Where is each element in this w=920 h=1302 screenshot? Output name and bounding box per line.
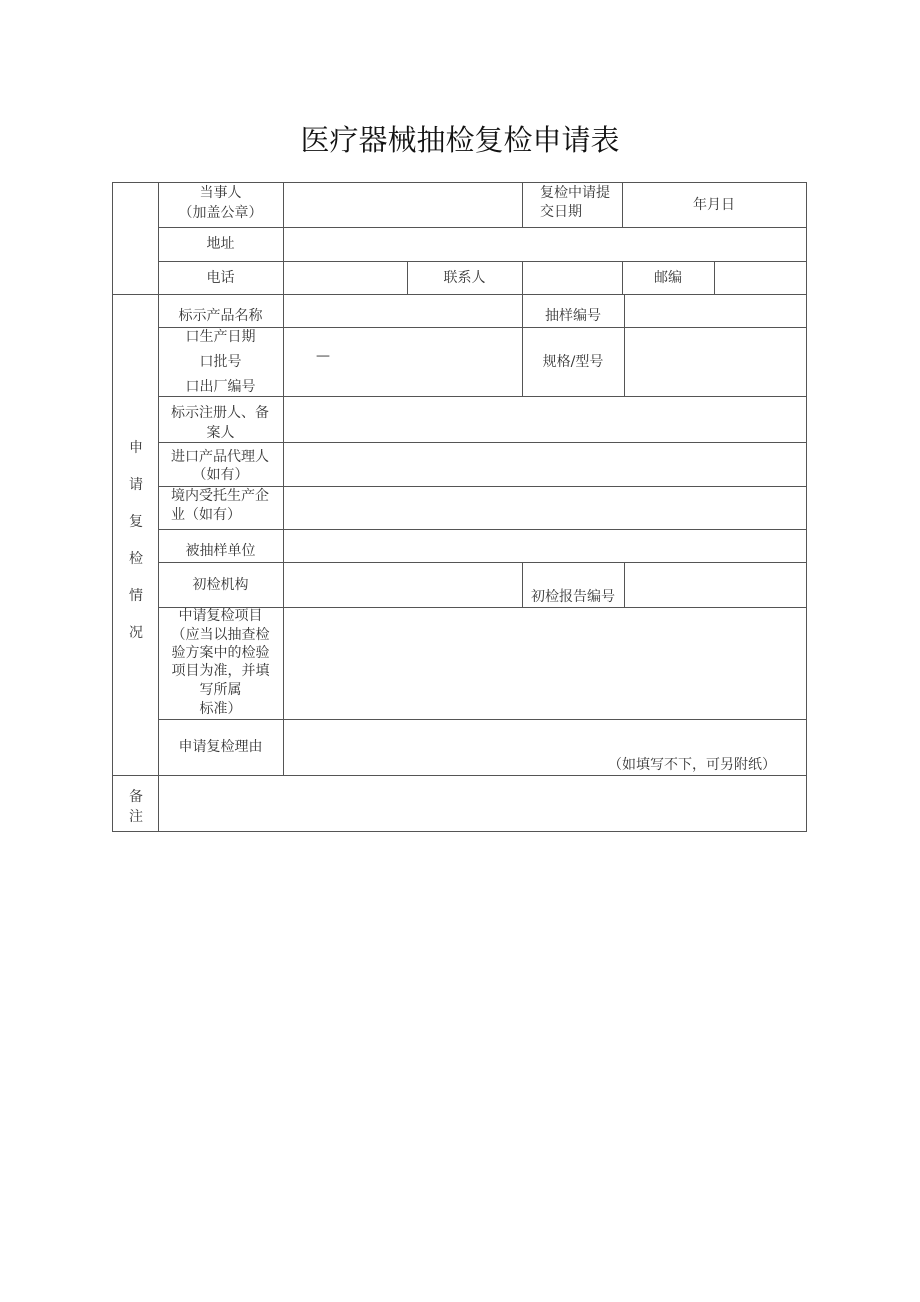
table-rule: [158, 719, 806, 720]
section-label-apply-recheck: [126, 437, 146, 659]
table-rule: [112, 182, 113, 832]
table-rule: [624, 562, 625, 608]
table-rule: [806, 182, 807, 832]
sampled-unit-label: 被抽样单位: [185, 543, 256, 559]
import-agent-label: 进口产品代理人: [171, 449, 269, 465]
remarks-label-char: 备: [129, 789, 143, 805]
postcode-label: 邮编: [654, 270, 682, 286]
recheck-items-note: （应当以抽查检: [171, 627, 270, 643]
attach-paper-note: （如填写不下，可另附纸）: [608, 757, 776, 773]
recheck-items-note: 验方案中的检验: [171, 645, 270, 661]
dash-mark: —: [316, 348, 330, 364]
submit-date-label: 复检中请提: [540, 185, 610, 201]
section-label-char: 请: [129, 477, 143, 493]
recheck-items-note: 标准）: [199, 701, 242, 717]
party-label: 当事人: [199, 185, 242, 201]
table-rule: [522, 261, 523, 295]
production-date-option: 口生产日期: [185, 329, 256, 345]
table-rule: [158, 529, 806, 530]
contact-label: 联系人: [443, 270, 486, 286]
table-rule: [112, 294, 806, 295]
serial-no-option: 口出厂编号: [185, 379, 256, 395]
phone-label: 电话: [206, 270, 235, 286]
table-rule: [158, 562, 806, 563]
registrant-label: 标示注册人、备: [171, 405, 269, 421]
section-label-char: 检: [129, 551, 143, 567]
section-label-char: 复: [129, 514, 143, 530]
batch-no-option: 口批号: [199, 354, 242, 370]
recheck-items-note: 项目为准，并填: [171, 663, 270, 679]
product-name-label: 标示产品名称: [178, 308, 263, 324]
remarks-label-char: 注: [129, 809, 143, 825]
spec-model-label: 规格/型号: [542, 354, 604, 370]
table-rule: [714, 261, 715, 295]
recheck-items-label: 中请复检项目: [178, 608, 263, 624]
table-rule: [522, 182, 523, 228]
contract-manufacturer-label: 境内受托生产企: [171, 488, 269, 504]
table-rule: [158, 227, 806, 228]
section-label-char: 申: [129, 440, 143, 456]
date-value: 年月日: [693, 197, 735, 213]
table-rule: [112, 182, 806, 183]
sample-no-label: 抽样编号: [545, 308, 601, 324]
section-label-char: 情: [129, 588, 143, 604]
table-rule: [112, 775, 806, 776]
registrant-label-cont: 案人: [206, 425, 235, 441]
contract-manufacturer-note: 业（如有）: [171, 507, 241, 523]
table-rule: [624, 294, 625, 397]
table-rule: [283, 182, 284, 776]
table-rule: [158, 261, 806, 262]
recheck-items-note: 写所属: [199, 682, 242, 698]
recheck-reason-label: 申请复检理由: [178, 739, 263, 755]
address-label: 地址: [206, 236, 235, 252]
party-seal-note: （加盖公章）: [178, 205, 263, 221]
import-agent-note: （如有）: [192, 467, 249, 483]
initial-report-no-label: 初检报告编号: [531, 589, 615, 605]
initial-org-label: 初检机构: [192, 577, 249, 593]
section-label-char: 况: [129, 625, 143, 641]
page-title: 医疗器械抽检复检申请表: [300, 123, 620, 157]
remarks-label: [126, 786, 146, 826]
table-rule: [112, 831, 806, 832]
submit-date-label-cont: 交日期: [540, 204, 582, 220]
